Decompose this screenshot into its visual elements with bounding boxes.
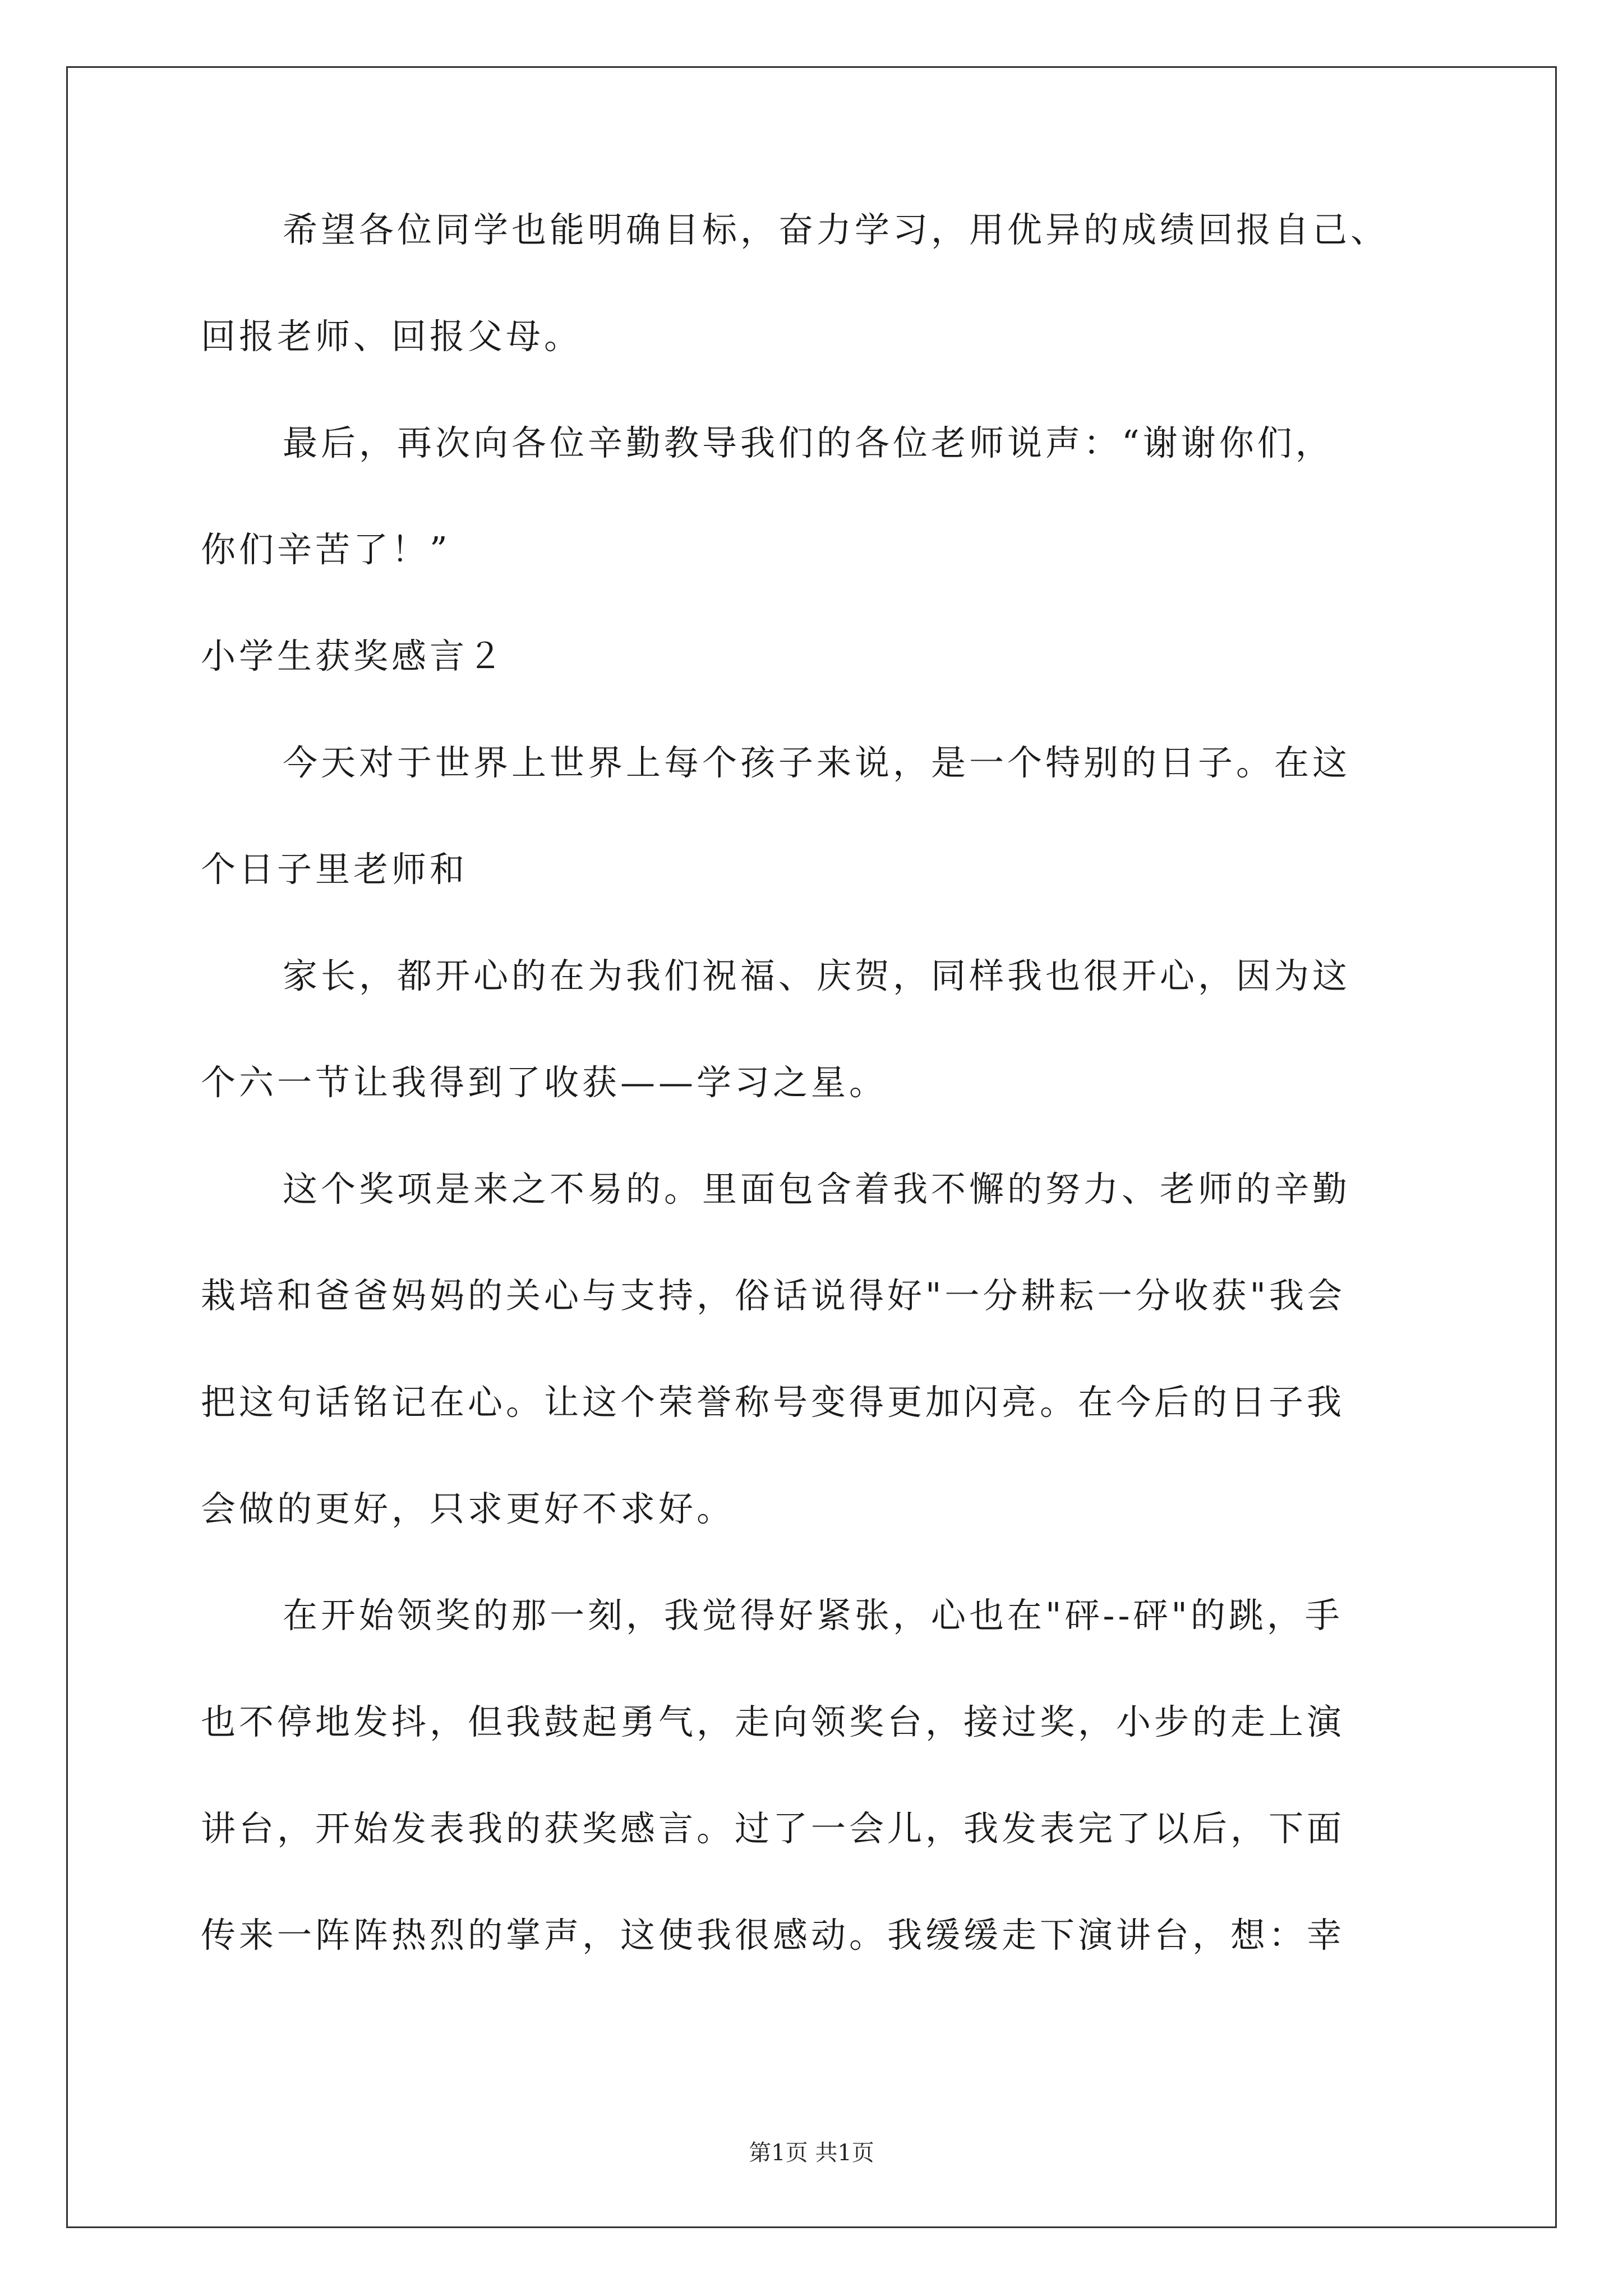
paragraph-line: 家长，都开心的在为我们祝福、庆贺，同样我也很开心，因为这 [283, 955, 1351, 996]
paragraph-line: 会做的更好，只求更好不求好。 [201, 1488, 735, 1529]
paragraph-line: 也不停地发抖，但我鼓起勇气，走向领奖台，接过奖，小步的走上演 [201, 1701, 1345, 1742]
section-heading: 小学生获奖感言２ [201, 636, 506, 677]
paragraph-line: 希望各位同学也能明确目标，奋力学习，用优异的成绩回报自己、 [283, 209, 1389, 250]
paragraph-line: 这个奖项是来之不易的。里面包含着我不懈的努力、老师的辛勤 [283, 1168, 1351, 1209]
paragraph-line: 栽培和爸爸妈妈的关心与支持，俗话说得好"一分耕耘一分收获"我会 [201, 1275, 1346, 1316]
paragraph-line: 你们辛苦了！” [201, 529, 451, 570]
paragraph-line: 个六一节让我得到了收获——学习之星。 [201, 1062, 888, 1103]
paragraph-line: 把这句话铭记在心。让这个荣誉称号变得更加闪亮。在今后的日子我 [201, 1382, 1345, 1423]
paragraph-line: 个日子里老师和 [201, 849, 468, 890]
paragraph-line: 回报老师、回报父母。 [201, 316, 583, 357]
page-footer: 第1页 共1页 [749, 2140, 874, 2166]
paragraph-line: 讲台，开始发表我的获奖感言。过了一会儿，我发表完了以后，下面 [201, 1808, 1345, 1849]
paragraph-line: 在开始领奖的那一刻，我觉得好紧张，心也在"砰--砰"的跳，手 [283, 1595, 1343, 1636]
paragraph-line: 最后，再次向各位辛勤教导我们的各位老师说声：“谢谢你们， [283, 422, 1334, 463]
paragraph-line: 传来一阵阵热烈的掌声，这使我很感动。我缓缓走下演讲台，想：幸 [201, 1915, 1345, 1955]
paragraph-line: 今天对于世界上世界上每个孩子来说，是一个特别的日子。在这 [283, 742, 1351, 783]
page-border [66, 66, 1557, 2228]
